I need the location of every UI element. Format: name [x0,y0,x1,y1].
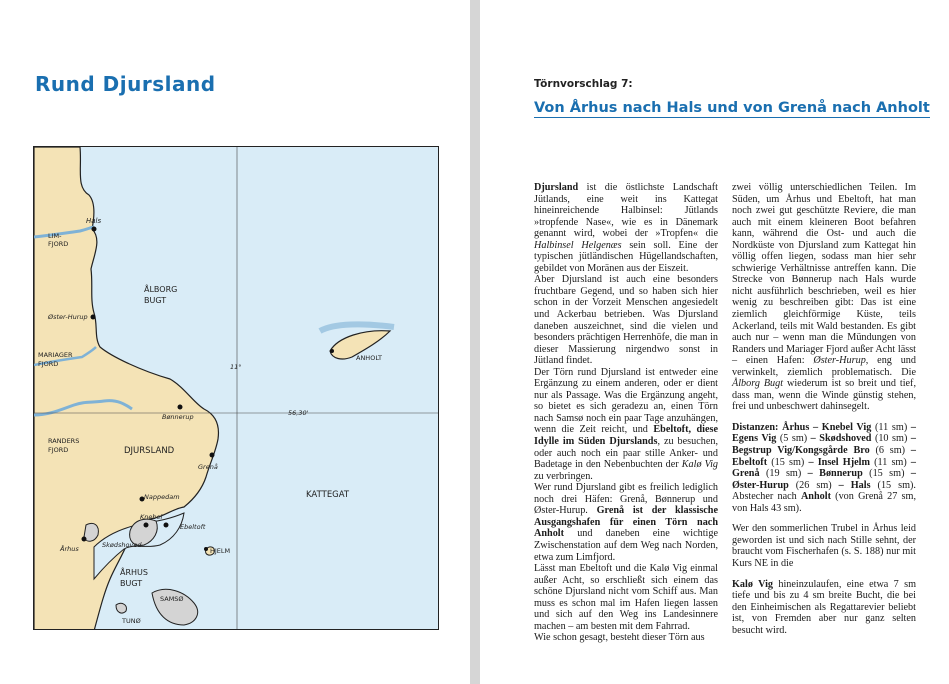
right-page [480,0,949,684]
bold-term: Ebeltoft, diese Idylle im Süden Djurslands [534,424,718,448]
text-run: (5 sm) [776,433,811,445]
paragraph [732,182,916,413]
text-column-1 [534,182,718,644]
label-oster-hurup: Øster-Hurup [48,313,88,321]
left-page [0,0,470,684]
text-run: (11 sm) [869,456,911,468]
text-run: hineinzulaufen, eine etwa 7 sm tiefe und bis zu 4 sm breite Bucht, die bei den Einheimischen als Regattarevier beliebt ist, von Fremden aber nur ganz selten besucht wird. [732,578,916,636]
paragraph: Aber Djursland ist auch eine besonders fruchtbare Gegend, und so haben sich hier schon in der Vorzeit Menschen angesiedelt und Ackerbau betrieben. Was Djursland daneben auszeichnet, sind die vielen und besonders prächtigen Herrenhöfe, die man in dieser Massierung nirgendwo sonst in Jütland findet. [534,274,718,367]
label-aalborg-bugt-1: ÅLBORG [144,285,178,294]
text-run: (von Grenå 27 sm, von Hals 43 sm). [732,491,916,514]
harbour-hjelm [204,547,208,551]
label-lat-56-30: 56,30' [288,409,309,417]
bold-term: Djursland [534,182,579,193]
paragraph [534,367,718,482]
harbour-oster-hurup [91,315,96,320]
label-mariager-2: FJORD [38,360,59,368]
label-hals: Hals [86,217,102,225]
harbour-grena [210,453,215,458]
text-run: wiederum ist so breit und tief, dass man, wenn die Winde günstig stehen, frei und unbeschwert dahinsegelt. [732,378,916,413]
harbour-knebel [144,523,149,528]
harbour-hals [92,227,97,232]
label-knebel: Knebel [140,513,163,521]
text-run: (15 sm) [767,456,809,468]
bold-term: – Ebeltoft [732,445,916,468]
paragraph: Lässt man Ebeltoft und die Kalø Vig einmal außer Acht, so erschließt sich einem das schöne Djursland nicht vom Schiff aus. Man muss es schon mal im Hafen liegen lassen und sich auf den Weg ins Landesinnere machen – am besten mit dem Fahrrad. [534,563,718,632]
paragraph [534,482,718,563]
bold-term: – Insel Hjelm [808,456,870,468]
harbour-aarhus [82,537,87,542]
text-column-2 [732,182,916,636]
text-run: , eng und verwinkelt, ziemlich problematisch. Die [732,355,916,378]
text-run: (10 sm) [871,433,911,445]
text-run: Wer rund Djursland gibt es freilich lediglich noch drei Häfen: Grenå, Bønnerup und Øster-Hurup. [534,482,718,517]
djursland-map [33,146,439,630]
italic-term: Ålborg Bugt [732,378,784,390]
text-run: Der Törn rund Djursland ist entweder eine Ergänzung zu einem anderen, oder er dient nur als Passage. Was die Ergänzung angeht, so bietet es sich geradezu an, einen Törn nach Samsø noch ein paar Tage anzuhängen, wenn die Zeit reicht, und [534,366,718,436]
bold-term: – Skødshoved [810,433,872,445]
label-mariager-1: MARIAGER [38,351,73,359]
text-run: ist die östlichste Landschaft Jütlands, eine weit ins Kattegat hineinreichende Halbinsel: Jütlands »tropfende Nase«, wie es in Dänemark genannt wird, wobei der »Tropfen« die [534,182,718,240]
label-hjelm: HJELM [210,547,231,555]
label-skodshoved: Skødshoved [102,541,142,549]
text-run: , zu besuchen, oder auch noch ein paar stille Anker- und Badetage in den Nebenbuchten der [534,436,718,471]
paragraph: Wie schon gesagt, besteht dieser Törn aus [534,632,705,644]
italic-term: Øster-Hurup [813,355,866,367]
label-lon-11: 11° [230,363,242,371]
text-run: (6 sm) [869,445,911,457]
text-run: (15 sm). Abstecher nach [732,479,916,503]
text-run: und daneben eine wichtige Zwischenstation auf dem Weg nach Norden, etwa zum Limfjord. [534,528,718,563]
harbour-bonnerup [178,405,183,410]
label-aarhus-bugt-2: BUGT [120,579,143,588]
text-run: (19 sm) [759,468,808,480]
tour-number: Törnvorschlag 7: [534,78,633,90]
chapter-title: Rund Djursland [35,72,216,96]
bold-term: Distanzen: Århus – Knebel Vig [732,421,872,433]
bold-term: – Hals [838,479,871,491]
italic-term: Halbinsel Helgenæs [534,239,622,251]
label-anholt: ANHOLT [356,354,383,362]
bold-term: – Begstrup Vig/Kongsgårde Bro [732,433,916,457]
bold-term: – Grenå [732,456,916,480]
paragraph: Wer den sommerlichen Trubel in Århus leid geworden ist und sich nach Stille sehnt, der braucht vom Fischerhafen (s. S. 188) nur mit Kurs NE in die [732,523,916,569]
bold-term: – Øster-Hurup [732,468,916,491]
bold-term: Anholt [800,491,831,503]
text-run: (26 sm) [788,479,839,491]
text-run: zu verbringen. [534,470,593,482]
distances-paragraph [732,422,916,514]
label-samso: SAMSØ [160,595,184,603]
text-run: sein soll. Eine der typischen jütländischen Hügellandschaften, gebildet von Moränen aus der Eiszeit. [534,239,719,274]
label-grena: Grenå [198,463,218,471]
bold-term: – Bønnerup [807,468,863,480]
tuno-island [116,603,126,613]
bold-term: Kalø Vig [732,578,774,590]
label-limfjord-2: FJORD [48,240,69,248]
harbour-anholt [330,349,334,353]
label-limfjord-1: LIM- [48,232,62,240]
label-randers-2: FJORD [48,446,69,454]
tour-title: Von Århus nach Hals und von Grenå nach Anholt [534,100,930,116]
label-tuno: TUNØ [122,617,141,625]
label-aarhus: Århus [60,545,79,553]
label-aarhus-bugt-1: ÅRHUS [120,568,148,577]
label-nappedam: Nappedam [144,493,180,501]
text-run: (15 sm) [862,468,911,480]
harbour-ebeltoft [164,523,169,528]
paragraph [732,579,916,637]
label-bonnerup: Bønnerup [162,413,194,421]
text-run: zwei völlig unterschiedlichen Teilen. Im Süden, um Århus und Ebeltoft, hat man noch zwei gut geschützte Reviere, die man auch mit einem kleineren Boot befahren kann, während die Ost- und auch die Nordküste von Djursland zum Kattegat hin völlig offen liegen, sodass man hier sehr schwierige Verhältnisse antreffen kann. Die Strecke von Bønnerup nach Hals wurde nicht ausführlich beschrieben, weil es hier wenig zu beschreiben gibt: Das ist eine ziemlich gleichförmige Küste, teils Ackerland, teils mit Wald bestanden. Es gibt auch nur – wenn man die Mündungen von Randers und Mariager Fjord außer Acht lässt – einen Hafen: [732,182,916,367]
bold-term: – Egens Vig [732,421,917,445]
bold-term: Grenå ist der klassische Ausgangshafen für einen Törn nach Anholt [534,505,718,540]
label-aalborg-bugt-2: BUGT [144,296,167,305]
text-run: (11 sm) [871,421,911,433]
label-ebeltoft: Ebeltoft [180,523,206,531]
italic-term: Kalø Vig [681,459,718,471]
label-kattegat: KATTEGAT [306,490,350,500]
label-djursland: DJURSLAND [124,446,175,456]
paragraph [534,182,718,274]
label-randers-1: RANDERS [48,437,80,445]
